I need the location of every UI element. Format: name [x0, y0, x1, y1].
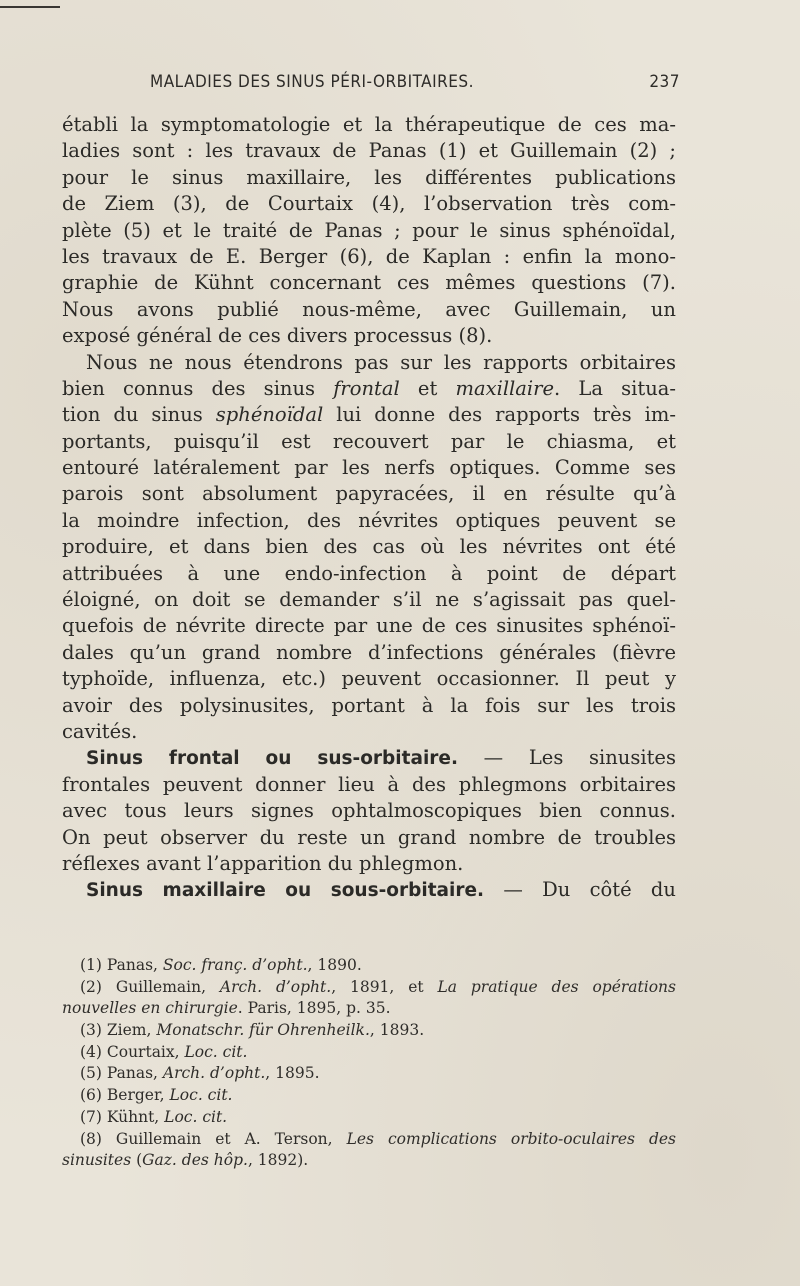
running-title: MALADIES DES SINUS PÉRI-ORBITAIRES.	[150, 72, 474, 92]
text-span: et	[399, 376, 456, 400]
footnote-source: Loc. cit.	[184, 1042, 248, 1061]
footnote-source: nouvelles en chirurgie	[62, 999, 238, 1018]
text-span: tion du sinus	[62, 403, 216, 427]
text-line: Nous ne nous étendrons pas sur les rapports orbitaires	[86, 350, 676, 374]
footnote-source: La pratique des opérations	[437, 977, 676, 996]
italic-term: maxillaire	[455, 376, 555, 400]
text-line: exposé général de ces divers processus (8).	[62, 324, 493, 348]
text-line	[62, 376, 676, 402]
text-line: avoir des polysinusites, portant à la fois sur les trois	[62, 693, 676, 717]
section-heading-line	[62, 877, 676, 903]
text-line: typhoïde, influenza, etc.) peuvent occasionner. Il peut y	[62, 667, 676, 691]
text-line: établi la symptomatologie et la thérapeutique de ces ma-	[62, 113, 676, 136]
text-span: — Du côté du	[484, 878, 676, 902]
footnote-text: , 1895.	[265, 1064, 320, 1083]
footnote	[62, 1042, 676, 1064]
footnote-text: (4) Courtaix,	[80, 1042, 185, 1061]
text-line: avec tous leurs signes ophtalmoscopiques bien connus.	[62, 799, 676, 823]
text-line: les travaux de E. Berger (6), de Kaplan : enfin la mono-	[62, 244, 676, 268]
footnote-continuation	[62, 998, 676, 1020]
text-line: la moindre infection, des névrites optiques peuvent se	[62, 508, 676, 532]
footnote-source: Soc. franç. d’opht.	[162, 956, 308, 974]
text-line: parois sont absolument papyracées, il en résulte qu’à	[62, 482, 676, 506]
footnote-text: (6) Berger,	[80, 1086, 170, 1105]
text-line: de Ziem (3), de Courtaix (4), l’observation très com-	[62, 192, 676, 216]
footnote-text: (8) Guillemain et A. Terson,	[80, 1129, 347, 1148]
text-line: plète (5) et le traité de Panas ; pour le sinus sphénoïdal,	[62, 218, 676, 242]
text-line: cavités.	[62, 719, 138, 743]
footnote-text: (7) Kühnt,	[80, 1107, 165, 1126]
text-span: bien connus des sinus	[62, 376, 334, 400]
footnote-text: (3) Ziem,	[80, 1021, 157, 1040]
footnote	[62, 1107, 676, 1129]
text-line: portants, puisqu’il est recouvert par le chiasma, et	[62, 429, 676, 453]
section-heading-line	[62, 745, 676, 771]
text-line: éloigné, on doit se demander s’il ne s’agissait pas quel-	[62, 588, 676, 612]
footnote	[62, 977, 676, 999]
top-rule	[0, 6, 60, 8]
footnote-source: Arch. d’opht.	[219, 977, 332, 996]
text-span: — Les sinusites	[458, 746, 676, 770]
footnote	[62, 1063, 676, 1085]
section-heading: Sinus maxillaire ou sous-orbitaire.	[86, 880, 485, 902]
text-line: frontales peuvent donner lieu à des phlegmons orbitaires	[62, 772, 676, 796]
footnote-text: . Paris, 1895, p. 35.	[237, 999, 391, 1018]
page-number: 237	[649, 72, 680, 92]
text-line: quefois de névrite directe par une de ces sinusites sphénoï-	[62, 614, 676, 638]
text-line: Nous avons publié nous-même, avec Guillemain, un	[62, 297, 676, 321]
text-line: entouré latéralement par les nerfs optiques. Comme ses	[62, 456, 676, 480]
italic-term: frontal	[333, 376, 400, 400]
section-heading: Sinus frontal ou sus-orbitaire.	[86, 748, 458, 770]
footnote-continuation	[62, 1150, 676, 1172]
footnote-source: Les complications orbito-oculaires des	[346, 1129, 676, 1148]
text-span: lui donne des rapports très im-	[323, 403, 676, 427]
footnote-text: , 1893.	[369, 1021, 425, 1040]
text-line: pour le sinus maxillaire, les différentes publications	[62, 165, 676, 189]
italic-term: sphénoïdal	[215, 403, 324, 427]
footnote-text: (1) Panas,	[80, 956, 163, 974]
footnote-text: (2) Guillemain,	[80, 977, 220, 996]
text-line: produire, et dans bien des cas où les névrites ont été	[62, 535, 676, 559]
footnote-source: Arch. d’opht.	[162, 1064, 266, 1083]
footnote	[62, 955, 676, 977]
text-line: On peut observer du reste un grand nombre de troubles	[62, 825, 676, 849]
footnote-source: Loc. cit.	[169, 1086, 233, 1105]
text-line: graphie de Kühnt concernant ces mêmes questions (7).	[62, 271, 676, 295]
text-span: . La situa-	[554, 376, 676, 400]
footnote	[62, 1129, 676, 1151]
text-line: dales qu’un grand nombre d’infections générales (fièvre	[62, 640, 676, 664]
footnote-text: , 1892).	[247, 1151, 309, 1170]
text-line: attribuées à une endo-infection à point de départ	[62, 561, 676, 585]
footnote-source: Gaz. des hôp.	[142, 1151, 248, 1170]
text-line	[62, 402, 676, 428]
footnote-text: , 1890.	[307, 956, 362, 974]
footnote-source: Monatschr. für Ohrenheilk.	[156, 1021, 370, 1040]
footnote	[62, 1085, 676, 1107]
footnote-text: , 1891, et	[331, 977, 438, 996]
footnote-text: (	[131, 1151, 143, 1170]
text-line: ladies sont : les travaux de Panas (1) et Guillemain (2) ;	[62, 139, 676, 163]
running-head	[150, 72, 680, 98]
footnote-source: Loc. cit.	[164, 1107, 228, 1126]
footnote-source: sinusites	[62, 1151, 132, 1170]
footnote-text: (5) Panas,	[80, 1064, 163, 1083]
body-text	[62, 112, 676, 904]
footnote	[62, 1020, 676, 1042]
footnotes	[62, 955, 676, 1172]
text-line: réflexes avant l’apparition du phlegmon.	[62, 851, 464, 875]
